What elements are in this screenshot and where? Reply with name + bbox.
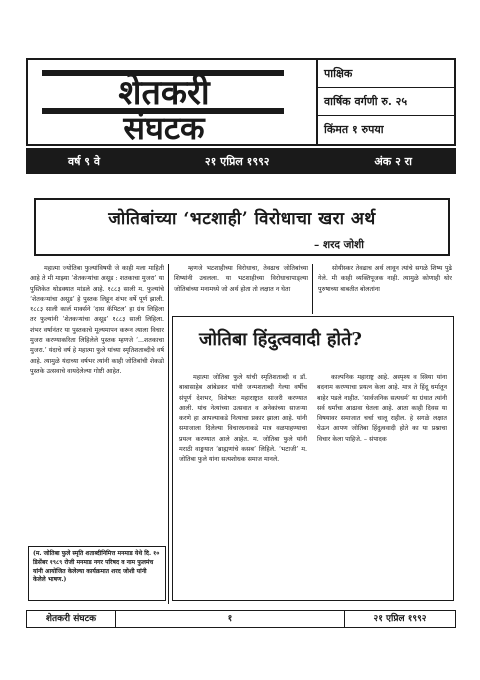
article1-headline-box	[34, 198, 450, 256]
article1-col1-text: महात्मा ज्योतिबा फुल्यांविषयी जे काही मला माहिती आहे ते मी माझ्या ‘शेतकऱ्यांचा असूड : शतकाचा मुजरा’ या पुस्तिकेत थोडक्यात मांडले आहे. १८८३ साली म. फुल्यांचे ‘शेतकऱ्यांचा असूड’ हे पुस्तक लिहून शंभर वर्षे पूर्ण झाली. १८८३ साली कार्ल मार्क्सने ‘दास कॅपिटल’ हा ग्रंथ लिहिला तर फुल्यांनी ‘शेतकऱ्यांचा असूड’ १८८३ साली लिहिला. शंभर वर्षानंतर या पुस्तकाचे मूल्यमापन करून त्याला विचार मुजरा करण्याकरिता लिहिलेले पुस्तक म्हणजे ‘...शतकाचा मुजरा.’ यंदाचे वर्ष हे महात्मा फुले यांच्या स्मृतिशताब्दीचे वर्ष आहे. त्यामुळे यंदाच्या वर्षभर त्यांनी काही जोतिबांची शेकडो पुस्तके उत्सवाचे वायदेलेल्या गोष्टी आहेत.	[30, 265, 164, 375]
subscription: वार्षिक वर्गणी रु. २५	[318, 88, 456, 116]
footer-page-number: १	[116, 611, 345, 627]
logo-line2: संघटक	[123, 109, 205, 142]
masthead	[26, 58, 456, 146]
logo-graphic	[34, 64, 314, 142]
logo-line1: शेतकरी	[118, 73, 210, 113]
column-divider	[312, 264, 313, 314]
frequency: पाक्षिक	[318, 60, 456, 88]
issue-number: अंक २ रा	[374, 154, 412, 168]
article2-col1-text: महात्मा जोतिबा फुले यांची स्मृतिशताब्दी व डॉ. बाबासाहेब आंबेडकर यांची जन्मशताब्दी गेल्या वर्षीच संपूर्ण देशभर, विशेषतः महाराष्ट्रात साजरी करण्यात आली. यांच नेत्यांच्या उत्सवात व अनेकांच्या साजऱ्या करणे हा आपल्याकडे नित्याचा प्रकार झाला आहे. यांनी समाजाला दिलेल्या विचारधनाकडे मात्र वळपाहण्याचा प्रयत्न करण्यात आले आहेत. म. जोतिबा फुले यांनी मराठी वाङ्मयात ‘ब्राह्मणांचे कसब’ लिहिले. ‘भटाजी’ म. जोतिबा फुले यांना सत्यशोधक समाज मानले.	[179, 374, 307, 464]
article2-title: जोतिबा हिंदुत्ववादी होते?	[199, 329, 362, 350]
article1-col2-text: म्हणजे भटशाहीच्या विरोधाचा, तेवढाच जोतिबांच्या शिष्यांनी उचलला. या भटशाहीच्या विरोधाचापाड्ल्या जोतिबांच्या मनामध्ये जो अर्थ होता तो लक्षात न घेता	[174, 265, 308, 293]
column-divider	[168, 264, 169, 604]
speech-note: (म. जोतिबा फुले स्मृति शताब्दीनिमित्त मनमाड येथे दि. १० डिसेंबर १९८९ रोजी मनमाड नगर परिषद व नाम फुलमंच यांनी आयोजित केलेल्या कार्यक्रमात शरद जोशी यांनी केलेले भाषण.)	[28, 546, 166, 601]
newspaper-page	[26, 58, 456, 662]
page-footer	[26, 610, 456, 628]
publication-info	[316, 60, 456, 144]
footer-name: शेतकरी संघटक	[27, 611, 116, 627]
article2-column-2	[317, 373, 447, 595]
article1-column-3	[318, 264, 452, 314]
price: किंमत १ रुपया	[324, 123, 384, 136]
article2-col2-text: काल्पनिक महाराष्ट्र आहे. अस्पृश्य व स्त्रिया यांना बदनाम करण्याचा प्रयत्न केला आहे. मात्र ते हिंदू धर्मातून बाहेर पडले नाहीत. ‘सार्वजनिक सत्यधर्म’ या ग्रंथात त्यांनी सर्व धर्मांचा आढावा घेतला आहे. आता काही दिवस या विषयावर समाजात चर्चा चालू राहील. हे सगळे लक्षात घेऊन आपण जोतिबा हिंदुत्ववादी होते का या प्रश्नाचा विचार केला पाहिजे. – संपादक	[317, 374, 447, 443]
article2-box	[172, 316, 454, 601]
article1-title: जोतिबांच्या ‘भटशाही’ विरोधाचा खरा अर्थ	[108, 209, 376, 229]
article1-col3-text: सोयीस्कर तेवढाच अर्थ लावून त्यांचे सगळे शिष्य पुढे गेले. मी काही व्यक्तिपूजक नाही. त्यामुळे कोणाही थोर पुरुषाच्या बाबतीत बोलतांना	[318, 265, 452, 293]
article1-column-1	[30, 264, 164, 540]
footer-date: २१ एप्रिल १९९२	[373, 614, 427, 624]
article2-column-1	[179, 373, 307, 595]
article1-author: – शरद जोशी	[314, 239, 364, 251]
article1-column-2	[174, 264, 308, 314]
issue-year: वर्ष ९ वे	[68, 154, 100, 168]
masthead-logo	[34, 64, 314, 142]
issue-bar	[26, 148, 456, 174]
issue-date: २१ एप्रिल १९९२	[204, 154, 270, 168]
